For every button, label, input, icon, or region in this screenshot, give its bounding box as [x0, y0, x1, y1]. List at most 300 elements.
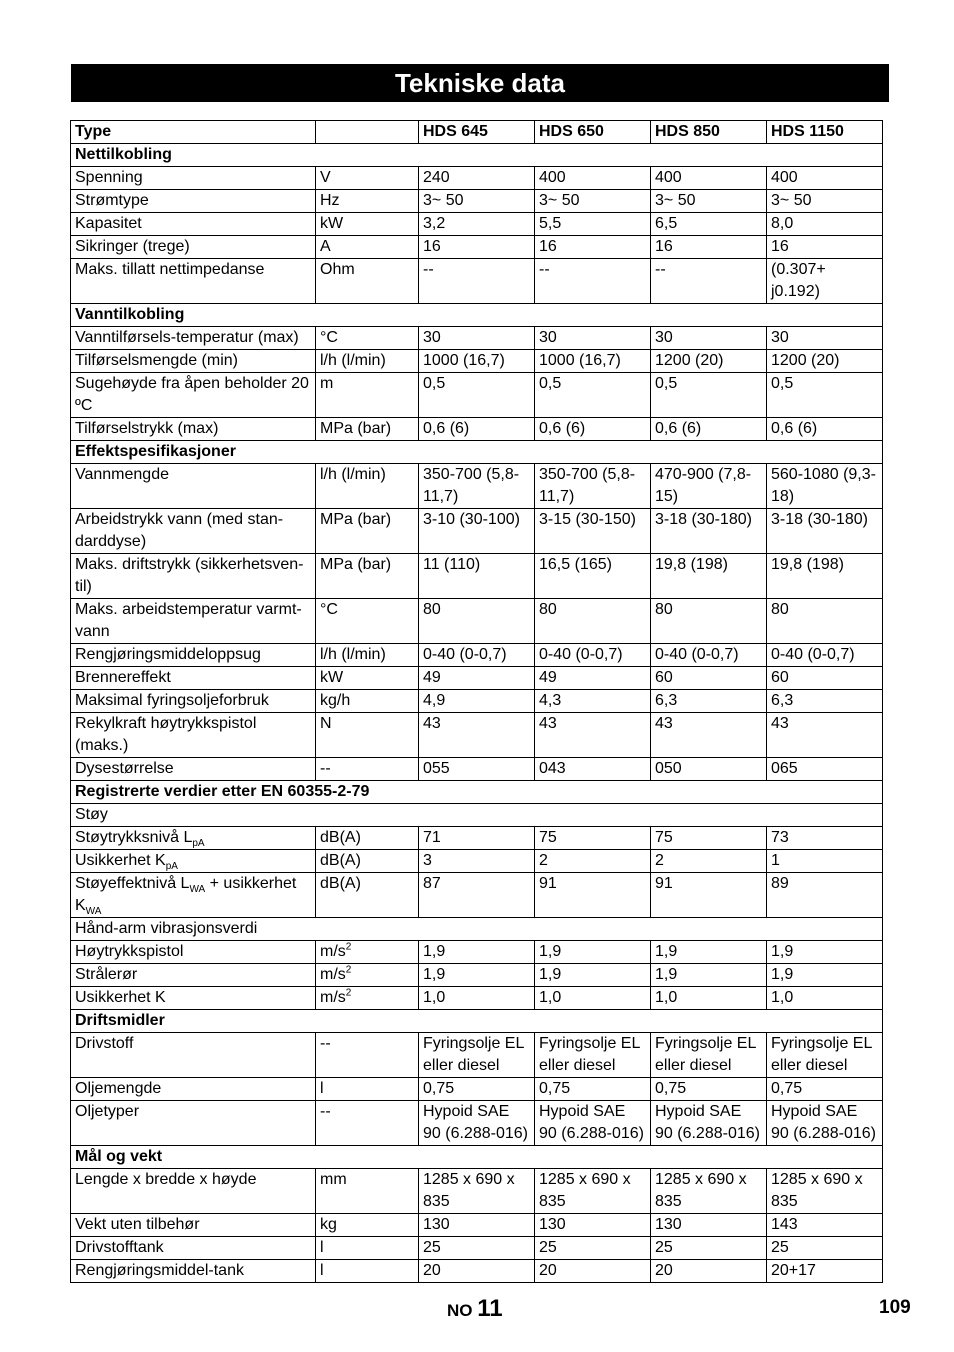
row-label [71, 873, 316, 918]
value-cell [535, 941, 651, 964]
value-cell [535, 1260, 651, 1283]
cell-text: 2 [655, 852, 664, 869]
cell-text: 1,9 [539, 966, 562, 983]
cell-text: 0,6 (6) [655, 420, 702, 437]
unit-cell [316, 667, 419, 690]
value-cell [767, 167, 883, 190]
cell-text: Dysestørrelse [75, 760, 174, 777]
value-cell [767, 1033, 883, 1078]
cell-text: 49 [423, 669, 441, 686]
row-label [71, 554, 316, 599]
cell-text: 3~ 50 [423, 192, 464, 209]
value-cell [419, 350, 535, 373]
cell-text: 43 [655, 715, 673, 732]
cell-text: 25 [423, 1239, 441, 1256]
value-cell [767, 259, 883, 304]
unit-cell [316, 690, 419, 713]
unit-cell [316, 1101, 419, 1146]
row-label [71, 464, 316, 509]
value-cell [535, 644, 651, 667]
cell-text: 43 [771, 715, 789, 732]
cell-text: 20 [539, 1262, 557, 1279]
cell-text: 1 [771, 852, 780, 869]
cell-text: 0,6 (6) [771, 420, 818, 437]
value-cell [651, 418, 767, 441]
value-cell [535, 1237, 651, 1260]
cell-text: m [320, 375, 334, 392]
cell-text: °C [320, 601, 338, 618]
cell-text: l [320, 1080, 324, 1097]
cell-text: 16 [423, 238, 441, 255]
page-number: 109 [879, 1297, 911, 1318]
table-row [71, 690, 883, 713]
header-cell: HDS 650 [535, 121, 651, 144]
cell-text: 1,9 [771, 966, 794, 983]
value-cell [535, 1033, 651, 1078]
value-cell [651, 1101, 767, 1146]
value-cell [767, 850, 883, 873]
cell-text: 16,5 (165) [539, 556, 612, 573]
value-cell [651, 1214, 767, 1237]
cell-text: l/h (l/min) [320, 646, 386, 663]
page-title: Tekniske data [71, 64, 889, 102]
value-cell [651, 873, 767, 918]
technical-data-table [70, 120, 883, 1283]
table-row [71, 713, 883, 758]
cell-text: Strømtype [75, 192, 149, 209]
cell-text: Lengde x bredde x høyde [75, 1171, 257, 1188]
row-label [71, 644, 316, 667]
table-row [71, 964, 883, 987]
unit-cell [316, 464, 419, 509]
value-cell [651, 1260, 767, 1283]
section-heading: Vanntilkobling [71, 304, 883, 327]
value-cell [767, 1101, 883, 1146]
cell-text: 0,5 [655, 375, 678, 392]
value-cell [535, 964, 651, 987]
value-cell [535, 1078, 651, 1101]
value-cell [419, 213, 535, 236]
value-cell [419, 873, 535, 918]
value-cell [419, 644, 535, 667]
section-row [71, 304, 883, 327]
cell-text: 1,0 [771, 989, 794, 1006]
cell-text: 1285 x 690 x 835 [539, 1171, 631, 1210]
row-label [71, 327, 316, 350]
value-cell [767, 509, 883, 554]
cell-text: 2 [539, 852, 548, 869]
table-row [71, 418, 883, 441]
cell-text: m/s [320, 966, 346, 983]
cell-text: 240 [423, 169, 450, 186]
cell-text: 19,8 (198) [771, 556, 844, 573]
footer-section-number: 11 [477, 1295, 503, 1322]
cell-text: 6,3 [655, 692, 678, 709]
value-cell [767, 1169, 883, 1214]
label-subscript: pA [192, 838, 205, 850]
cell-text: 0,75 [771, 1080, 803, 1097]
cell-text: 80 [539, 601, 557, 618]
cell-text: 130 [655, 1216, 682, 1233]
unit-cell [316, 758, 419, 781]
section-heading: Nettilkobling [71, 144, 883, 167]
table-row [71, 373, 883, 418]
cell-text: Oljemengde [75, 1080, 162, 1097]
table-row [71, 1237, 883, 1260]
value-cell [419, 418, 535, 441]
value-cell [651, 941, 767, 964]
cell-text: Hz [320, 192, 340, 209]
row-label [71, 259, 316, 304]
cell-text: 400 [771, 169, 798, 186]
table-row [71, 167, 883, 190]
cell-text: 0,6 (6) [539, 420, 586, 437]
value-cell [535, 827, 651, 850]
cell-text: Rengjøringsmiddeloppsug [75, 646, 261, 663]
row-label [71, 350, 316, 373]
header-cell: HDS 1150 [767, 121, 883, 144]
unit-cell [316, 850, 419, 873]
cell-text: Hypoid SAE 90 (6.288-016) [655, 1103, 760, 1142]
value-cell [419, 758, 535, 781]
cell-text: Støytrykksnivå L [75, 829, 193, 846]
header-cell: Type [71, 121, 316, 144]
value-cell [651, 644, 767, 667]
row-label [71, 1214, 316, 1237]
value-cell [535, 236, 651, 259]
table-row [71, 464, 883, 509]
cell-text: 6,3 [771, 692, 794, 709]
cell-text: 055 [423, 760, 450, 777]
value-cell [535, 167, 651, 190]
cell-text: (0.307+ j0.192) [771, 261, 826, 300]
header-cell [316, 121, 419, 144]
header-cell: HDS 645 [419, 121, 535, 144]
table-row [71, 827, 883, 850]
cell-text: Vekt uten tilbehør [75, 1216, 200, 1233]
value-cell [419, 1078, 535, 1101]
unit-superscript: 2 [345, 964, 352, 976]
cell-text: Maks. arbeidstemperatur varmt-vann [75, 601, 302, 640]
value-cell [767, 350, 883, 373]
cell-text: Støyeffektnivå L [75, 875, 190, 892]
cell-text: Tilførselsmengde (min) [75, 352, 238, 369]
row-label [71, 1078, 316, 1101]
value-cell [419, 1260, 535, 1283]
section-row [71, 1146, 883, 1169]
cell-text: l/h (l/min) [320, 352, 386, 369]
row-label [71, 373, 316, 418]
cell-text: 1000 (16,7) [423, 352, 505, 369]
unit-cell [316, 236, 419, 259]
value-cell [535, 327, 651, 350]
value-cell [535, 350, 651, 373]
cell-text: 73 [771, 829, 789, 846]
value-cell [535, 850, 651, 873]
value-cell [419, 827, 535, 850]
cell-text: 1,9 [423, 966, 446, 983]
cell-text: 0,5 [771, 375, 794, 392]
cell-text: 470-900 (7,8-15) [655, 466, 752, 505]
cell-text: Maks. tillatt nettimpedanse [75, 261, 265, 278]
value-cell [767, 190, 883, 213]
cell-text: m/s [320, 943, 346, 960]
value-cell [767, 1214, 883, 1237]
value-cell [535, 190, 651, 213]
unit-cell [316, 327, 419, 350]
cell-text: Hypoid SAE 90 (6.288-016) [771, 1103, 876, 1142]
value-cell [419, 667, 535, 690]
cell-text: kg [320, 1216, 337, 1233]
row-label [71, 827, 316, 850]
value-cell [651, 1078, 767, 1101]
unit-cell [316, 713, 419, 758]
value-cell [535, 464, 651, 509]
cell-text: 20 [423, 1262, 441, 1279]
value-cell [535, 713, 651, 758]
table-row [71, 667, 883, 690]
unit-cell [316, 1078, 419, 1101]
unit-cell [316, 373, 419, 418]
cell-text: MPa (bar) [320, 420, 392, 437]
table-row [71, 873, 883, 918]
value-cell [419, 599, 535, 644]
value-cell [651, 327, 767, 350]
cell-text: mm [320, 1171, 347, 1188]
value-cell [535, 690, 651, 713]
value-cell [419, 850, 535, 873]
cell-text: 3-18 (30-180) [655, 511, 752, 528]
value-cell [767, 327, 883, 350]
cell-text: 87 [423, 875, 441, 892]
table-row [71, 941, 883, 964]
section-row [71, 441, 883, 464]
cell-text: 130 [423, 1216, 450, 1233]
cell-text: -- [655, 261, 666, 278]
value-cell [651, 667, 767, 690]
table-row [71, 599, 883, 644]
cell-text: Rengjøringsmiddel-tank [75, 1262, 244, 1279]
cell-text: Strålerør [75, 966, 138, 983]
cell-text: Sugehøyde fra åpen beholder 20 ºC [75, 375, 309, 414]
subsection-row [71, 804, 883, 827]
cell-text: Ohm [320, 261, 355, 278]
cell-text: 350-700 (5,8-11,7) [539, 466, 636, 505]
value-cell [419, 167, 535, 190]
cell-text: 1,0 [655, 989, 678, 1006]
value-cell [535, 987, 651, 1010]
cell-text: Oljetyper [75, 1103, 140, 1120]
section-row [71, 144, 883, 167]
cell-text: 30 [655, 329, 673, 346]
cell-text: 0-40 (0-0,7) [539, 646, 623, 663]
subsection-heading: Hånd-arm vibrasjonsverdi [71, 918, 883, 941]
table-header-row [71, 121, 883, 144]
value-cell [535, 758, 651, 781]
label-subscript: pA [165, 861, 178, 873]
row-label [71, 850, 316, 873]
value-cell [535, 509, 651, 554]
footer-section-code [447, 1295, 503, 1323]
value-cell [651, 1169, 767, 1214]
table-row [71, 1033, 883, 1078]
section-heading: Registrerte verdier etter EN 60355-2-79 [71, 781, 883, 804]
row-label [71, 190, 316, 213]
label-subscript: WA [85, 906, 102, 918]
value-cell [651, 190, 767, 213]
value-cell [419, 690, 535, 713]
cell-text: 4,3 [539, 692, 562, 709]
value-cell [767, 418, 883, 441]
row-label [71, 941, 316, 964]
value-cell [419, 236, 535, 259]
cell-text: 60 [771, 669, 789, 686]
value-cell [535, 667, 651, 690]
table-row [71, 213, 883, 236]
unit-cell [316, 167, 419, 190]
cell-text: 3~ 50 [655, 192, 696, 209]
cell-text: 20+17 [771, 1262, 816, 1279]
value-cell [651, 167, 767, 190]
value-cell [651, 373, 767, 418]
value-cell [767, 758, 883, 781]
cell-text: Vannmengde [75, 466, 169, 483]
unit-cell [316, 1260, 419, 1283]
unit-superscript: 2 [345, 987, 352, 999]
cell-text: 043 [539, 760, 566, 777]
unit-cell [316, 350, 419, 373]
section-heading: Mål og vekt [71, 1146, 883, 1169]
cell-text: 4,9 [423, 692, 446, 709]
value-cell [419, 1214, 535, 1237]
value-cell [419, 713, 535, 758]
unit-cell [316, 1214, 419, 1237]
value-cell [651, 987, 767, 1010]
row-label [71, 713, 316, 758]
value-cell [419, 373, 535, 418]
value-cell [767, 599, 883, 644]
cell-text: 1285 x 690 x 835 [655, 1171, 747, 1210]
section-row [71, 1010, 883, 1033]
cell-text: 43 [539, 715, 557, 732]
cell-text: 0,75 [655, 1080, 687, 1097]
cell-text: Usikkerhet K [75, 852, 166, 869]
cell-text: Usikkerhet K [75, 989, 166, 1006]
cell-text: 1200 (20) [655, 352, 724, 369]
cell-text: 30 [423, 329, 441, 346]
value-cell [651, 213, 767, 236]
row-label [71, 1237, 316, 1260]
unit-cell [316, 1237, 419, 1260]
cell-text: -- [320, 1103, 331, 1120]
row-label [71, 690, 316, 713]
cell-text: 30 [771, 329, 789, 346]
cell-text: Rekylkraft høytrykkspistol (maks.) [75, 715, 257, 754]
value-cell [767, 987, 883, 1010]
cell-text: 0,6 (6) [423, 420, 470, 437]
cell-text: 25 [655, 1239, 673, 1256]
value-cell [535, 1169, 651, 1214]
value-cell [419, 259, 535, 304]
row-label [71, 964, 316, 987]
row-label [71, 1101, 316, 1146]
cell-text: Brennereffekt [75, 669, 171, 686]
table-row [71, 554, 883, 599]
cell-text: 1,9 [539, 943, 562, 960]
cell-text: 25 [771, 1239, 789, 1256]
value-cell [767, 941, 883, 964]
table-row [71, 1169, 883, 1214]
cell-text: kW [320, 669, 344, 686]
value-cell [651, 236, 767, 259]
value-cell [767, 964, 883, 987]
value-cell [535, 873, 651, 918]
cell-text: Hypoid SAE 90 (6.288-016) [539, 1103, 644, 1142]
value-cell [651, 964, 767, 987]
value-cell [767, 1078, 883, 1101]
cell-text: 050 [655, 760, 682, 777]
value-cell [651, 259, 767, 304]
value-cell [419, 1169, 535, 1214]
value-cell [651, 850, 767, 873]
cell-text: 89 [771, 875, 789, 892]
cell-text: Sikringer (trege) [75, 238, 190, 255]
cell-text: MPa (bar) [320, 556, 392, 573]
row-label [71, 236, 316, 259]
cell-text: 75 [655, 829, 673, 846]
cell-text: 065 [771, 760, 798, 777]
row-label [71, 509, 316, 554]
cell-text: 1,9 [771, 943, 794, 960]
value-cell [651, 758, 767, 781]
cell-text: 0,75 [539, 1080, 571, 1097]
value-cell [767, 873, 883, 918]
table-row [71, 190, 883, 213]
value-cell [651, 827, 767, 850]
cell-text: 16 [655, 238, 673, 255]
cell-text: Vanntilførsels-temperatur (max) [75, 329, 299, 346]
table-row [71, 1260, 883, 1283]
cell-text: 3~ 50 [539, 192, 580, 209]
table-row [71, 987, 883, 1010]
cell-text: Fyringsolje EL eller diesel [771, 1035, 872, 1074]
value-cell [767, 667, 883, 690]
cell-text: 11 (110) [423, 556, 481, 573]
value-cell [651, 690, 767, 713]
cell-text: kW [320, 215, 344, 232]
unit-cell [316, 827, 419, 850]
cell-text: 6,5 [655, 215, 678, 232]
cell-text: 16 [539, 238, 557, 255]
cell-text: 1285 x 690 x 835 [423, 1171, 515, 1210]
cell-text: Kapasitet [75, 215, 142, 232]
value-cell [535, 1101, 651, 1146]
cell-text: Fyringsolje EL eller diesel [423, 1035, 524, 1074]
table-row [71, 1214, 883, 1237]
unit-cell [316, 418, 419, 441]
value-cell [419, 941, 535, 964]
table-row [71, 327, 883, 350]
cell-text: 0-40 (0-0,7) [655, 646, 739, 663]
unit-cell [316, 1033, 419, 1078]
cell-text: 5,5 [539, 215, 562, 232]
value-cell [419, 987, 535, 1010]
cell-text: 0-40 (0-0,7) [423, 646, 507, 663]
footer-lang-code: NO [447, 1301, 473, 1320]
value-cell [767, 236, 883, 259]
table-row [71, 1101, 883, 1146]
value-cell [651, 713, 767, 758]
